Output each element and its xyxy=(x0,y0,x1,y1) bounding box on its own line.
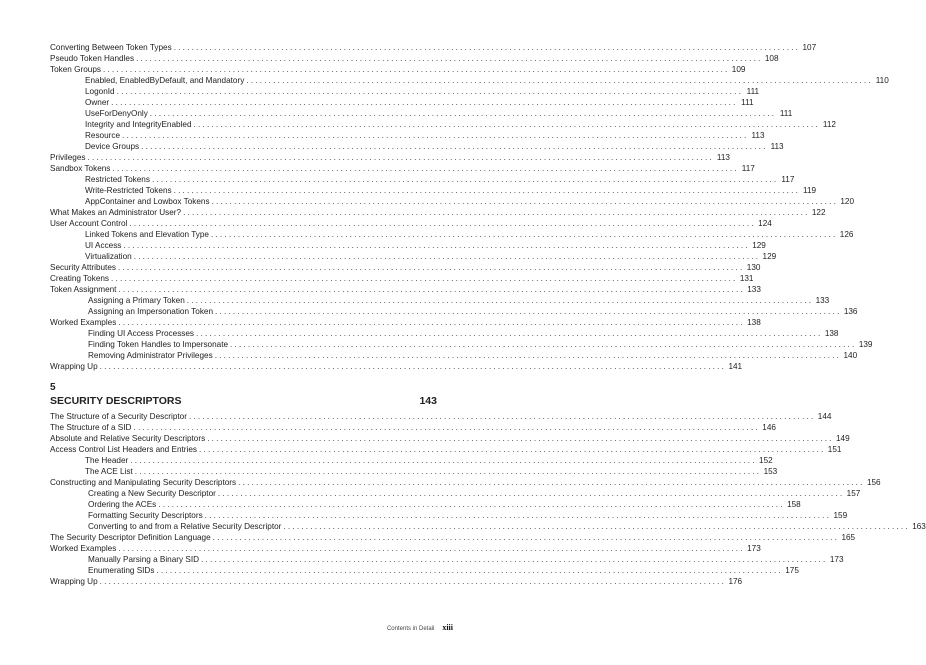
dot-leader: ............................................................................................................................................ xyxy=(283,522,910,531)
dot-leader: ............................................................................................................................................ xyxy=(117,263,745,272)
toc-entry-page: 111 xyxy=(779,109,793,118)
toc-entry-title: UseForDenyOnly xyxy=(85,109,148,118)
toc-entry xyxy=(50,130,765,141)
toc-entry-title: Creating a New Security Descriptor xyxy=(88,489,216,498)
dot-leader: ............................................................................................................................................ xyxy=(99,362,727,371)
toc-entry-title: Pseudo Token Handles xyxy=(50,54,135,63)
toc-entry-page: 136 xyxy=(843,307,858,316)
toc-entry-title: Token Groups xyxy=(50,65,101,74)
toc-entry-page: 157 xyxy=(846,489,861,498)
toc-entry-title: The Header xyxy=(85,456,129,465)
toc-entry-page: 130 xyxy=(746,263,761,272)
dot-leader: ............................................................................................................................................ xyxy=(193,120,820,129)
dot-leader: ............................................................................................................................................ xyxy=(141,142,768,151)
toc-entry-page: 173 xyxy=(829,555,844,564)
toc-entry xyxy=(50,532,856,543)
dot-leader: ............................................................................................................................................ xyxy=(196,329,823,338)
toc-entry-title: Integrity and IntegrityEnabled xyxy=(85,120,192,129)
toc-entry xyxy=(50,86,760,97)
dot-leader: ............................................................................................................................................ xyxy=(130,456,757,465)
toc-entry-title: Wrapping Up xyxy=(50,577,98,586)
toc-entry xyxy=(50,328,839,339)
toc-entry xyxy=(50,554,844,565)
toc-entry-page: 112 xyxy=(822,120,836,129)
toc-entry xyxy=(50,521,926,532)
dot-leader: ............................................................................................................................................ xyxy=(210,230,838,239)
dot-leader: ............................................................................................................................................ xyxy=(201,555,828,564)
toc-entry xyxy=(50,97,754,108)
toc-entry-title: UI Access xyxy=(85,241,122,250)
toc-entry xyxy=(50,141,784,152)
toc-entry xyxy=(50,196,855,207)
dot-leader: ............................................................................................................................................ xyxy=(217,489,845,498)
toc-entry xyxy=(50,240,766,251)
toc-entry-title: Resource xyxy=(85,131,121,140)
toc-entry-page: 156 xyxy=(866,478,881,487)
toc-entry xyxy=(50,510,848,521)
toc-entry-title: Device Groups xyxy=(85,142,140,151)
dot-leader: ............................................................................................................................................ xyxy=(118,318,745,327)
toc-entry-title: Creating Tokens xyxy=(50,274,110,283)
dot-leader: ............................................................................................................................................ xyxy=(122,131,749,140)
toc-entry-title: Absolute and Relative Security Descriptors xyxy=(50,434,206,443)
toc-entry xyxy=(50,422,776,433)
toc-entry xyxy=(50,152,730,163)
toc-entry-page: 129 xyxy=(752,241,766,250)
toc-entry-title: What Makes an Administrator User? xyxy=(50,208,182,217)
toc-entry-title: Assigning a Primary Token xyxy=(88,296,185,305)
toc-entry xyxy=(50,119,836,130)
dot-leader: ............................................................................................................................................ xyxy=(133,252,761,261)
dot-leader: ............................................................................................................................................ xyxy=(112,164,739,173)
dot-leader: ............................................................................................................................................ xyxy=(134,467,762,476)
footer-label: Contents in Detail xyxy=(386,626,435,632)
toc-entry-title: The ACE List xyxy=(85,467,133,476)
toc-section-security-descriptors xyxy=(50,411,926,587)
toc-entry-page: 126 xyxy=(839,230,854,239)
toc-entry-page: 144 xyxy=(817,412,832,421)
toc-entry-title: Worked Examples xyxy=(50,318,117,327)
dot-leader: ............................................................................................................................................ xyxy=(129,219,756,228)
toc-entry-title: Formatting Security Descriptors xyxy=(88,511,203,520)
toc-entry-page: 119 xyxy=(803,186,817,195)
toc-entry xyxy=(50,444,842,455)
toc-entry-page: 153 xyxy=(763,467,778,476)
toc-entry-page: 149 xyxy=(835,434,850,443)
dot-leader: ............................................................................................................................................ xyxy=(133,423,760,432)
toc-entry-title: Linked Tokens and Elevation Type xyxy=(85,230,209,239)
dot-leader: ............................................................................................................................................ xyxy=(136,54,763,63)
toc-entry-title: Enabled, EnabledByDefault, and Mandatory xyxy=(85,76,245,85)
toc-entry xyxy=(50,53,779,64)
dot-leader: ............................................................................................................................................ xyxy=(118,285,745,294)
dot-leader: ............................................................................................................................................ xyxy=(123,241,750,250)
toc-entry-title: Write-Restricted Tokens xyxy=(85,186,172,195)
toc-entry xyxy=(50,361,743,372)
dot-leader: ............................................................................................................................................ xyxy=(173,43,801,52)
dot-leader: ............................................................................................................................................ xyxy=(214,351,842,360)
dot-leader: ............................................................................................................................................ xyxy=(111,98,738,107)
toc-entry-page: 139 xyxy=(858,340,873,349)
toc-entry-title: Converting to and from a Relative Security Descriptor xyxy=(88,522,282,531)
toc-entry xyxy=(50,108,793,119)
toc-entry-page: 117 xyxy=(741,164,755,173)
dot-leader: ............................................................................................................................................ xyxy=(158,500,785,509)
dot-leader: ............................................................................................................................................ xyxy=(173,186,801,195)
toc-entry-title: Constructing and Manipulating Security Descriptors xyxy=(50,478,237,487)
chapter-page: 143 xyxy=(419,395,437,407)
toc-entry-page: 122 xyxy=(811,208,826,217)
toc-entry xyxy=(50,262,761,273)
dot-leader: ............................................................................................................................................ xyxy=(99,577,727,586)
toc-entry-page: 117 xyxy=(781,175,795,184)
toc-entry-page: 111 xyxy=(746,87,760,96)
toc-entry xyxy=(50,565,799,576)
toc-entry-page: 152 xyxy=(759,456,773,465)
toc-section-tokens xyxy=(50,42,889,372)
toc-entry-page: 176 xyxy=(728,577,743,586)
toc-entry-page: 138 xyxy=(824,329,839,338)
toc-entry-page: 110 xyxy=(875,76,889,85)
toc-entry-title: Virtualization xyxy=(85,252,132,261)
toc-entry xyxy=(50,64,746,75)
toc-entry-title: Finding UI Access Processes xyxy=(88,329,195,338)
toc-entry xyxy=(50,185,817,196)
dot-leader: ............................................................................................................................................ xyxy=(118,544,745,553)
dot-leader: ............................................................................................................................................ xyxy=(230,340,857,349)
dot-leader: ............................................................................................................................................ xyxy=(116,87,744,96)
toc-entry xyxy=(50,499,801,510)
toc-entry-page: 113 xyxy=(716,153,730,162)
toc-entry-page: 163 xyxy=(912,522,926,531)
toc-entry-page: 165 xyxy=(841,533,856,542)
toc-entry-page: 131 xyxy=(739,274,754,283)
dot-leader: ............................................................................................................................................ xyxy=(102,65,730,74)
toc-entry-page: 133 xyxy=(747,285,761,294)
toc-entry-page: 109 xyxy=(731,65,746,74)
toc-entry-title: Owner xyxy=(85,98,110,107)
toc-entry xyxy=(50,576,743,587)
toc-entry-title: LogonId xyxy=(85,87,115,96)
dot-leader: ............................................................................................................................................ xyxy=(183,208,810,217)
toc-entry xyxy=(50,477,881,488)
toc-entry-title: Assigning an Impersonation Token xyxy=(88,307,214,316)
dot-leader: ............................................................................................................................................ xyxy=(111,274,738,283)
dot-leader: ............................................................................................................................................ xyxy=(238,478,865,487)
toc-entry xyxy=(50,218,772,229)
toc-entry-title: Finding Token Handles to Impersonate xyxy=(88,340,229,349)
toc-entry-page: 151 xyxy=(827,445,842,454)
dot-leader: ............................................................................................................................................ xyxy=(211,197,839,206)
toc-entry xyxy=(50,75,889,86)
table-of-contents xyxy=(50,42,926,587)
toc-entry-page: 159 xyxy=(833,511,848,520)
toc-entry-title: Manually Parsing a Binary SID xyxy=(88,555,200,564)
toc-entry-title: The Structure of a SID xyxy=(50,423,132,432)
toc-entry xyxy=(50,411,832,422)
toc-entry-page: 120 xyxy=(840,197,855,206)
dot-leader: ............................................................................................................................................ xyxy=(188,412,816,421)
chapter-heading xyxy=(50,394,437,408)
toc-entry-title: Wrapping Up xyxy=(50,362,98,371)
toc-entry-title: User Account Control xyxy=(50,219,128,228)
toc-entry xyxy=(50,251,777,262)
toc-entry-page: 141 xyxy=(728,362,743,371)
toc-entry xyxy=(50,273,754,284)
toc-entry-title: Restricted Tokens xyxy=(85,175,150,184)
toc-entry-title: The Structure of a Security Descriptor xyxy=(50,412,187,421)
toc-entry xyxy=(50,317,761,328)
toc-entry-title: Token Assignment xyxy=(50,285,117,294)
toc-entry-page: 129 xyxy=(762,252,777,261)
page-footer xyxy=(387,623,453,632)
toc-entry-title: Worked Examples xyxy=(50,544,117,553)
toc-entry-title: AppContainer and Lowbox Tokens xyxy=(85,197,210,206)
toc-entry xyxy=(50,466,778,477)
dot-leader: ............................................................................................................................................ xyxy=(151,175,779,184)
dot-leader: ............................................................................................................................................ xyxy=(212,533,840,542)
toc-entry-title: Security Attributes xyxy=(50,263,116,272)
toc-entry-title: Privileges xyxy=(50,153,86,162)
toc-entry-page: 113 xyxy=(770,142,784,151)
toc-entry-page: 108 xyxy=(764,54,779,63)
toc-entry-page: 133 xyxy=(815,296,830,305)
dot-leader: ............................................................................................................................................ xyxy=(156,566,783,575)
footer-page-number: xiii xyxy=(442,623,453,632)
toc-entry-page: 124 xyxy=(758,219,772,228)
chapter-number: 5 xyxy=(50,382,56,393)
toc-entry xyxy=(50,455,773,466)
toc-entry-title: Access Control List Headers and Entries xyxy=(50,445,197,454)
toc-entry-title: Removing Administrator Privileges xyxy=(88,351,213,360)
toc-entry xyxy=(50,229,854,240)
dot-leader: ............................................................................................................................................ xyxy=(87,153,714,162)
dot-leader: ............................................................................................................................................ xyxy=(215,307,842,316)
toc-entry-page: 107 xyxy=(802,43,817,52)
toc-entry-page: 138 xyxy=(747,318,761,327)
toc-entry-page: 146 xyxy=(762,423,776,432)
chapter-title: SECURITY DESCRIPTORS xyxy=(50,395,182,407)
toc-entry xyxy=(50,488,861,499)
toc-entry-title: Ordering the ACEs xyxy=(88,500,157,509)
dot-leader: ............................................................................................................................................ xyxy=(186,296,814,305)
toc-entry xyxy=(50,284,761,295)
toc-entry-page: 158 xyxy=(787,500,801,509)
toc-entry xyxy=(50,174,795,185)
dot-leader: ............................................................................................................................................ xyxy=(207,434,834,443)
toc-entry-title: The Security Descriptor Definition Language xyxy=(50,533,211,542)
toc-entry-page: 140 xyxy=(843,351,858,360)
dot-leader: ............................................................................................................................................ xyxy=(246,76,873,85)
toc-entry xyxy=(50,350,858,361)
toc-entry xyxy=(50,306,858,317)
toc-entry-page: 113 xyxy=(751,131,765,140)
dot-leader: ............................................................................................................................................ xyxy=(199,445,826,454)
toc-entry-title: Enumerating SIDs xyxy=(88,566,155,575)
toc-entry xyxy=(50,543,761,554)
dot-leader: ............................................................................................................................................ xyxy=(204,511,832,520)
toc-entry-title: Converting Between Token Types xyxy=(50,43,172,52)
toc-entry xyxy=(50,433,850,444)
toc-entry xyxy=(50,42,817,53)
dot-leader: ............................................................................................................................................ xyxy=(149,109,777,118)
toc-entry-page: 173 xyxy=(747,544,761,553)
toc-entry xyxy=(50,339,873,350)
toc-entry-title: Sandbox Tokens xyxy=(50,164,111,173)
toc-entry xyxy=(50,295,830,306)
toc-entry xyxy=(50,163,755,174)
toc-entry-page: 175 xyxy=(785,566,799,575)
toc-entry xyxy=(50,207,826,218)
toc-entry-page: 111 xyxy=(741,98,754,107)
